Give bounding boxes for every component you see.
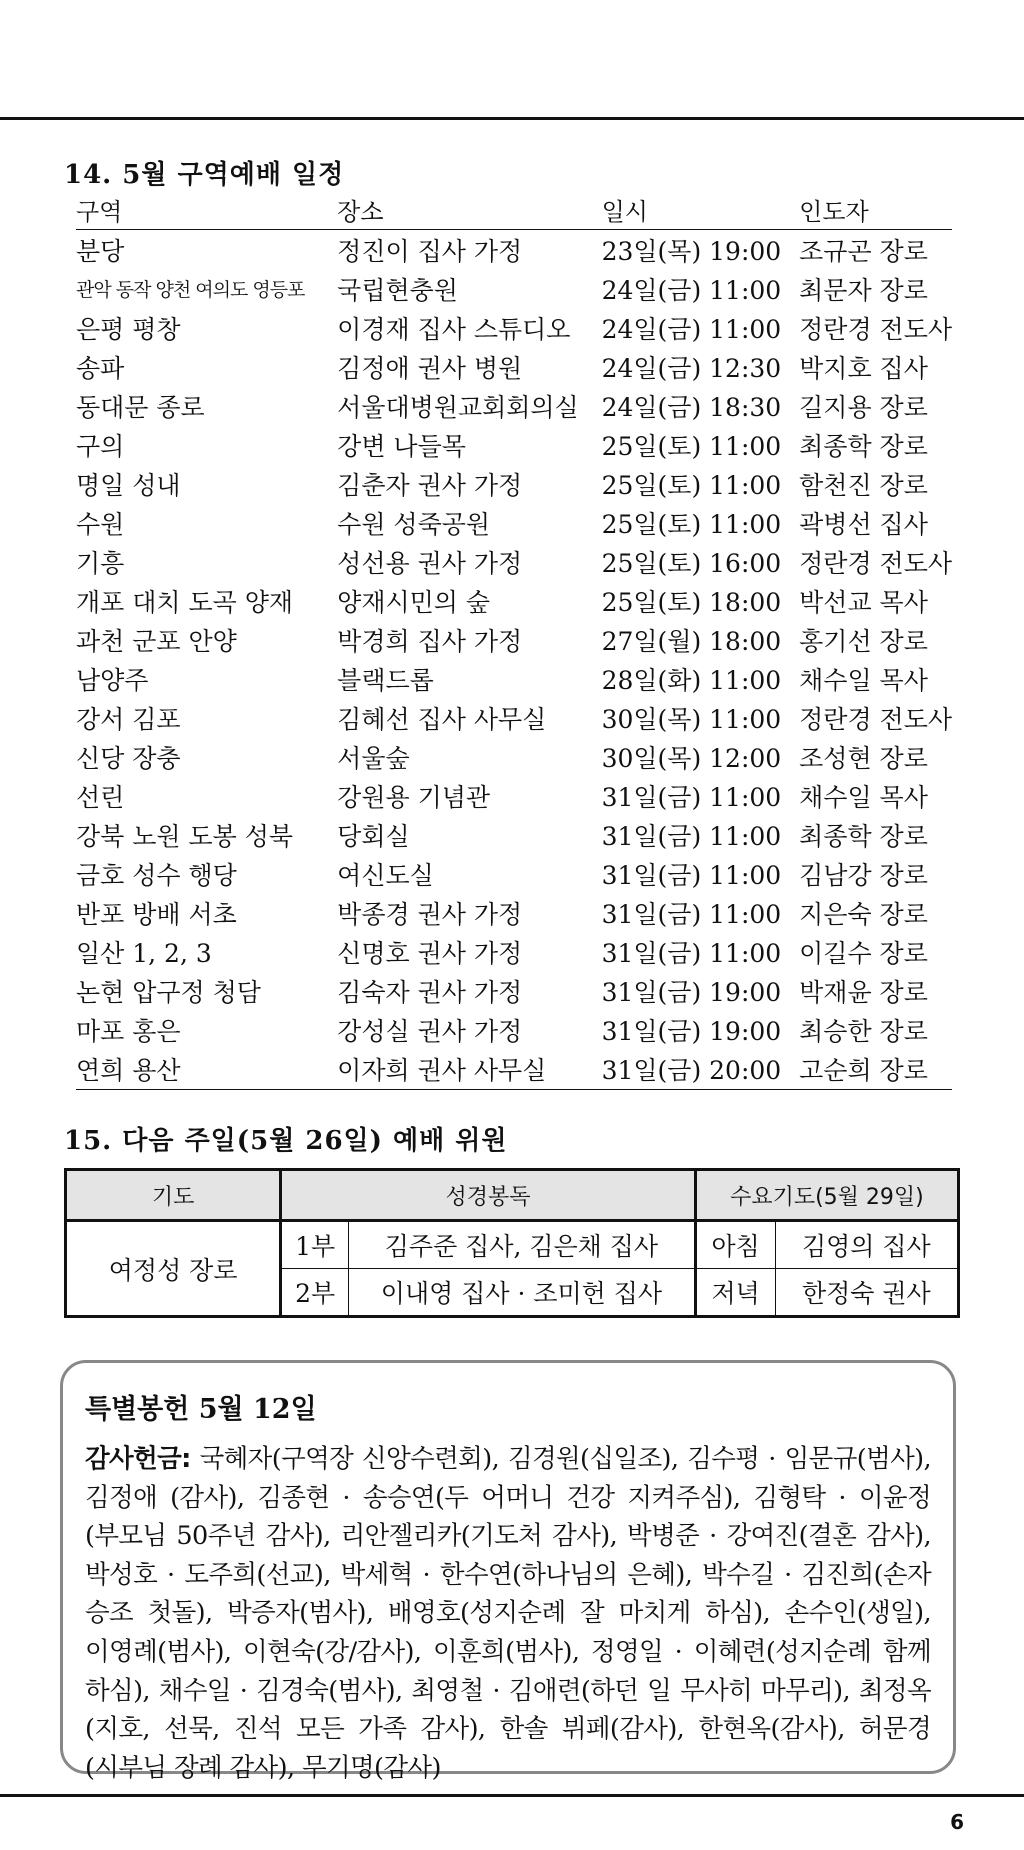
schedule-row bbox=[76, 503, 952, 542]
header-wednesday-prayer: 수요기도(5월 29일) bbox=[695, 1170, 958, 1221]
cell-place: 김춘자 권사 가정 bbox=[337, 470, 523, 500]
cell-district: 금호 성수 행당 bbox=[76, 860, 237, 890]
cell-leader: 최승한 장로 bbox=[799, 1016, 928, 1046]
schedule-row bbox=[76, 581, 952, 620]
cell-datetime: 28일(화) 11:00 bbox=[601, 665, 782, 695]
header-prayer: 기도 bbox=[66, 1170, 281, 1221]
cell-place: 서울숲 bbox=[337, 743, 410, 773]
schedule-row bbox=[76, 308, 952, 347]
reading-names: 이내영 집사 · 조미헌 집사 bbox=[349, 1269, 696, 1317]
cell-datetime: 25일(토) 11:00 bbox=[601, 431, 782, 461]
cell-place: 박종경 권사 가정 bbox=[337, 899, 523, 929]
cell-district: 동대문 종로 bbox=[76, 392, 205, 422]
schedule-row bbox=[76, 737, 952, 776]
schedule-row bbox=[76, 971, 952, 1010]
cell-leader: 박지호 집사 bbox=[799, 353, 928, 383]
cell-datetime: 31일(금) 19:00 bbox=[601, 977, 782, 1007]
col-header-datetime: 일시 bbox=[602, 192, 800, 230]
cell-datetime: 24일(금) 11:00 bbox=[601, 275, 782, 305]
thanksgiving-offering-label: 감사헌금: bbox=[85, 1444, 191, 1474]
schedule-row bbox=[76, 347, 952, 386]
col-header-leader: 인도자 bbox=[799, 192, 952, 230]
cell-datetime: 31일(금) 19:00 bbox=[601, 1016, 782, 1046]
cell-district: 논현 압구정 청담 bbox=[76, 977, 261, 1007]
cell-leader: 조성현 장로 bbox=[799, 743, 928, 773]
cell-place: 여신도실 bbox=[337, 860, 434, 890]
wednesday-name: 김영의 집사 bbox=[775, 1221, 958, 1269]
cell-leader: 정란경 전도사 bbox=[799, 704, 952, 734]
cell-leader: 박선교 목사 bbox=[799, 587, 928, 617]
schedule-row bbox=[76, 932, 952, 971]
schedule-row bbox=[76, 698, 952, 737]
cell-datetime: 31일(금) 11:00 bbox=[601, 899, 782, 929]
cell-leader: 지은숙 장로 bbox=[799, 899, 928, 929]
cell-district: 은평 평창 bbox=[76, 314, 181, 344]
cell-leader: 최종학 장로 bbox=[799, 431, 928, 461]
page-number: 6 bbox=[950, 1810, 964, 1834]
cell-datetime: 24일(금) 11:00 bbox=[601, 314, 782, 344]
col-header-district: 구역 bbox=[76, 192, 337, 230]
cell-datetime: 25일(토) 11:00 bbox=[601, 509, 782, 539]
col-header-place: 장소 bbox=[337, 192, 601, 230]
schedule-row bbox=[76, 464, 952, 503]
cell-district: 마포 홍은 bbox=[76, 1016, 181, 1046]
cell-place: 김혜선 집사 사무실 bbox=[337, 704, 547, 734]
cell-leader: 최종학 장로 bbox=[799, 821, 928, 851]
cell-leader: 채수일 목사 bbox=[799, 782, 928, 812]
offering-line: 김애련(하던 일 무사히 마무리), 최정옥(지호, 선묵, 진석 모든 가족 감사), 한솔 bbox=[85, 1675, 931, 1745]
top-rule bbox=[0, 117, 1024, 120]
cell-place: 이경재 집사 스튜디오 bbox=[337, 314, 571, 344]
cell-place: 강성실 권사 가정 bbox=[337, 1016, 523, 1046]
schedule-header-row bbox=[76, 192, 952, 230]
cell-district: 선린 bbox=[76, 782, 125, 812]
schedule-body bbox=[76, 230, 952, 1090]
schedule-row bbox=[76, 776, 952, 815]
offering-line: 이훈희(범사), 정영일 · 이혜련(성지순례 함께 하심), 채수일 · 김경숙(범사), 최영철 · bbox=[85, 1636, 931, 1706]
cell-leader: 정란경 전도사 bbox=[799, 314, 952, 344]
cell-district: 강서 김포 bbox=[76, 704, 181, 734]
offering-line: 국혜자(구역장 신앙수련회), 김경원(십일조), 김수평 · 임문규(범사), 김정애 bbox=[85, 1444, 931, 1513]
special-offering-title: 특별봉헌 5월 12일 bbox=[85, 1394, 317, 1425]
cell-datetime: 31일(금) 11:00 bbox=[601, 860, 782, 890]
cell-district: 과천 군포 안양 bbox=[76, 626, 237, 656]
prayer-leader: 여정성 장로 bbox=[66, 1221, 281, 1317]
schedule-row bbox=[76, 542, 952, 581]
cell-datetime: 31일(금) 11:00 bbox=[601, 821, 782, 851]
wednesday-time: 저녁 bbox=[695, 1269, 775, 1317]
worship-committee-table bbox=[64, 1168, 960, 1318]
schedule-row bbox=[76, 230, 952, 270]
cell-place: 성선용 권사 가정 bbox=[337, 548, 523, 578]
cell-leader: 고순희 장로 bbox=[799, 1049, 952, 1090]
cell-district: 관악 동작 양천 여의도 영등포 bbox=[76, 279, 305, 301]
cell-district: 명일 성내 bbox=[76, 470, 181, 500]
cell-datetime: 24일(금) 18:30 bbox=[601, 392, 782, 422]
cell-datetime: 23일(목) 19:00 bbox=[601, 236, 782, 266]
cell-datetime: 24일(금) 12:30 bbox=[601, 353, 782, 383]
cell-district: 강북 노원 도봉 성북 bbox=[76, 821, 294, 851]
cell-datetime: 25일(토) 11:00 bbox=[601, 470, 782, 500]
cell-place: 정진이 집사 가정 bbox=[337, 236, 523, 266]
reading-part: 1부 bbox=[281, 1221, 349, 1269]
section-15-title: 15. 다음 주일(5월 26일) 예배 위원 bbox=[64, 1126, 508, 1156]
worship-header-row bbox=[66, 1170, 959, 1221]
cell-leader: 채수일 목사 bbox=[799, 665, 928, 695]
cell-place: 박경희 집사 가정 bbox=[337, 626, 523, 656]
schedule-row bbox=[76, 269, 952, 308]
cell-district: 송파 bbox=[76, 353, 125, 383]
offering-line: 감사), 리안젤리카(기도처 감사), 박병준 · 강여진(결혼 감사), 박성호 · 도주희(선교), bbox=[85, 1521, 931, 1590]
wednesday-time: 아침 bbox=[695, 1221, 775, 1269]
bottom-rule bbox=[0, 1794, 1024, 1797]
cell-place: 수원 성죽공원 bbox=[337, 509, 491, 539]
reading-part: 2부 bbox=[281, 1269, 349, 1317]
worship-row-1 bbox=[66, 1221, 959, 1269]
section-14-title: 14. 5월 구역예배 일정 bbox=[64, 160, 345, 190]
cell-district: 연희 용산 bbox=[76, 1049, 337, 1090]
district-worship-schedule-table bbox=[76, 192, 952, 1090]
offering-line: (감사), 김종현 · 송승연(두 어머니 건강 지켜주심), 김형탁 · 이윤정(부모님 50주년 bbox=[85, 1482, 931, 1552]
cell-leader: 길지용 장로 bbox=[799, 392, 928, 422]
schedule-row bbox=[76, 620, 952, 659]
cell-district: 반포 방배 서초 bbox=[76, 899, 237, 929]
offering-line: 뷔페(감사), 한현옥(감사), 허문경(시부님 장례 감사), 무기명(감사) bbox=[85, 1714, 931, 1783]
cell-district: 신당 장충 bbox=[76, 743, 181, 773]
cell-leader: 곽병선 집사 bbox=[799, 509, 928, 539]
schedule-row bbox=[76, 893, 952, 932]
wednesday-name: 한정숙 권사 bbox=[775, 1269, 958, 1317]
cell-district: 기흥 bbox=[76, 548, 125, 578]
cell-place: 양재시민의 숲 bbox=[337, 587, 491, 617]
cell-district: 구의 bbox=[76, 431, 125, 461]
cell-datetime: 31일(금) 11:00 bbox=[601, 782, 782, 812]
cell-place: 김정애 권사 병원 bbox=[337, 353, 523, 383]
offering-line: 박세혁 · 한수연(하나님의 은혜), 박수길 · 김진희(손자 승조 첫돌), 박증자(범사), bbox=[85, 1559, 931, 1629]
cell-leader: 홍기선 장로 bbox=[799, 626, 928, 656]
cell-datetime: 25일(토) 16:00 bbox=[601, 548, 782, 578]
schedule-row bbox=[76, 386, 952, 425]
schedule-row bbox=[76, 854, 952, 893]
cell-datetime: 30일(목) 12:00 bbox=[601, 743, 782, 773]
cell-leader: 김남강 장로 bbox=[799, 860, 928, 890]
schedule-row bbox=[76, 659, 952, 698]
cell-datetime: 31일(금) 20:00 bbox=[602, 1049, 800, 1090]
cell-place: 서울대병원교회회의실 bbox=[337, 392, 579, 422]
thanksgiving-offering-text bbox=[85, 1440, 931, 1787]
cell-datetime: 25일(토) 18:00 bbox=[601, 587, 782, 617]
schedule-row bbox=[76, 425, 952, 464]
cell-district: 일산 1, 2, 3 bbox=[76, 938, 212, 968]
special-offering-box bbox=[60, 1360, 956, 1783]
cell-leader: 정란경 전도사 bbox=[799, 548, 952, 578]
cell-district: 분당 bbox=[76, 236, 125, 266]
reading-names: 김주준 집사, 김은채 집사 bbox=[349, 1221, 696, 1269]
cell-district: 개포 대치 도곡 양재 bbox=[76, 587, 294, 617]
cell-leader: 최문자 장로 bbox=[799, 275, 928, 305]
cell-leader: 이길수 장로 bbox=[799, 938, 928, 968]
cell-place: 블랙드롭 bbox=[337, 665, 434, 695]
cell-place: 강변 나들목 bbox=[337, 431, 466, 461]
offering-line: 배영호(성지순례 잘 마치게 하심), 손수인(생일), 이영례(범사), 이현숙(강/감사), bbox=[85, 1598, 931, 1667]
schedule-row bbox=[76, 1049, 952, 1090]
cell-place: 당회실 bbox=[337, 821, 410, 851]
cell-district: 남양주 bbox=[76, 665, 149, 695]
cell-place: 이자희 권사 사무실 bbox=[337, 1049, 601, 1090]
cell-place: 국립현충원 bbox=[337, 275, 458, 305]
cell-datetime: 30일(목) 11:00 bbox=[601, 704, 782, 734]
cell-leader: 함천진 장로 bbox=[799, 470, 928, 500]
schedule-row bbox=[76, 815, 952, 854]
cell-datetime: 27일(월) 18:00 bbox=[601, 626, 782, 656]
cell-leader: 조규곤 장로 bbox=[799, 236, 928, 266]
cell-datetime: 31일(금) 11:00 bbox=[601, 938, 782, 968]
header-bible-reading: 성경봉독 bbox=[281, 1170, 696, 1221]
cell-place: 신명호 권사 가정 bbox=[337, 938, 523, 968]
cell-leader: 박재윤 장로 bbox=[799, 977, 928, 1007]
cell-place: 강원용 기념관 bbox=[337, 782, 491, 812]
cell-place: 김숙자 권사 가정 bbox=[337, 977, 523, 1007]
schedule-row bbox=[76, 1010, 952, 1049]
cell-district: 수원 bbox=[76, 509, 125, 539]
